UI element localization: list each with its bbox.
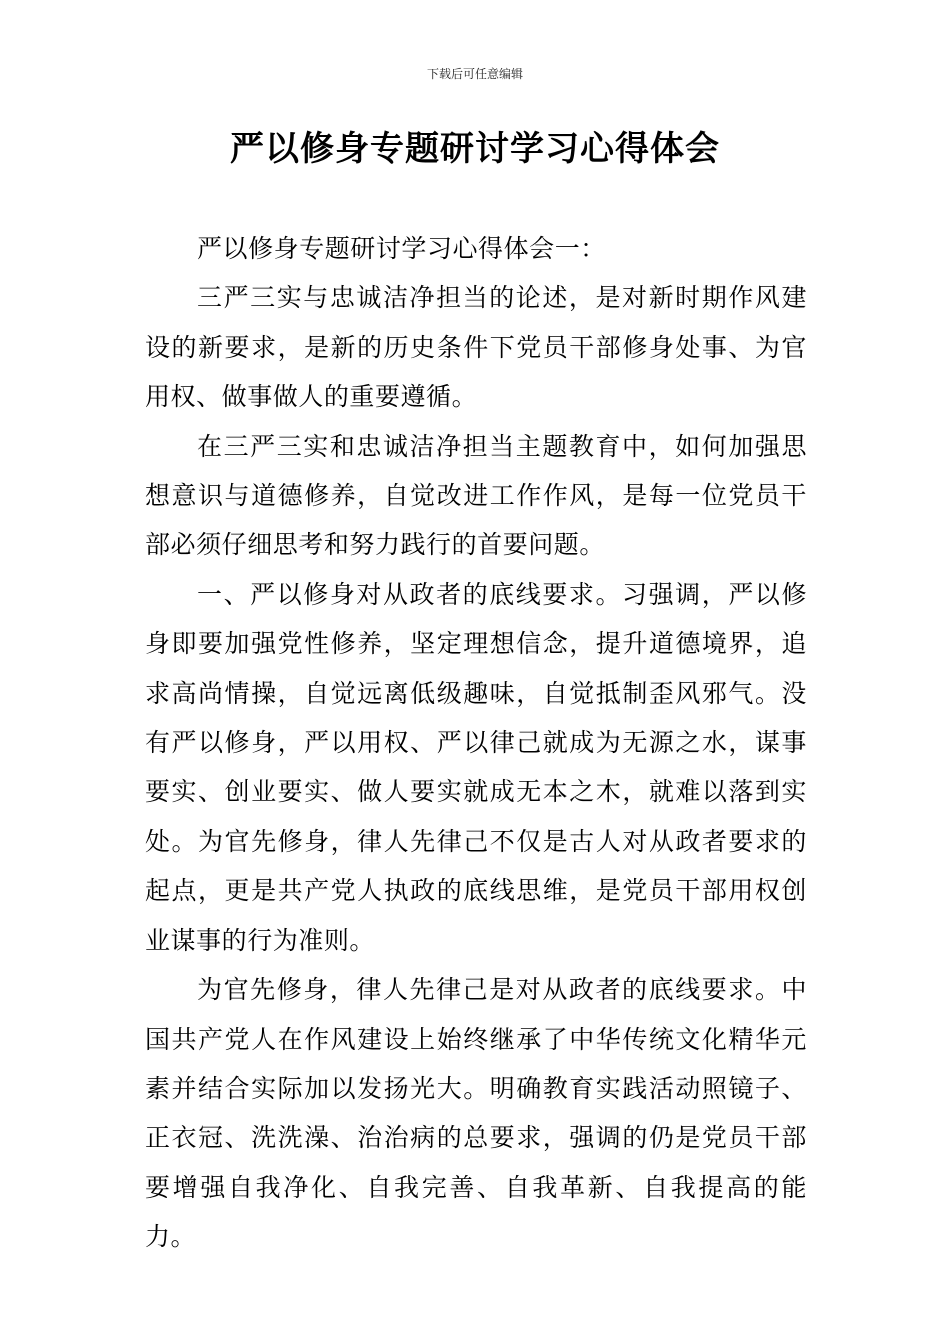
header-note: 下载后可任意编辑 [426, 67, 523, 81]
document-body [145, 224, 807, 1262]
body-paragraph: 为官先修身，律人先律己是对从政者的底线要求。中国共产党人在作风建设上始终继承了中华传统文化精华元素并结合实际加以发扬光大。明确教育实践活动照镜子、正衣冠、洗洗澡、治治病的总要求，强调的仍是党员干部要增强自我净化、自我完善、自我革新、自我提高的能力。 [145, 975, 807, 1252]
section-heading: 严以修身专题研讨学习心得体会一： [197, 234, 606, 263]
body-paragraph: 在三严三实和忠诚洁净担当主题教育中，如何加强思想意识与道德修养，自觉改进工作作风，是每一位党员干部必须仔细思考和努力践行的首要问题。 [145, 431, 807, 560]
body-paragraph: 一、严以修身对从政者的底线要求。习强调，严以修身即要加强党性修养，坚定理想信念，提升道德境界，追求高尚情操，自觉远离低级趣味，自觉抵制歪风邪气。没有严以修身，严以用权、严以律己就成为无源之水，谋事要实、创业要实、做人要实就成无本之木，就难以落到实处。为官先修身，律人先律己不仅是古人对从政者要求的起点，更是共产党人执政的底线思维，是党员干部用权创业谋事的行为准则。 [145, 579, 807, 955]
document-title: 严以修身专题研讨学习心得体会 [230, 129, 720, 169]
body-paragraph: 三严三实与忠诚洁净担当的论述，是对新时期作风建设的新要求，是新的历史条件下党员干部修身处事、为官用权、做事做人的重要遵循。 [145, 283, 807, 412]
